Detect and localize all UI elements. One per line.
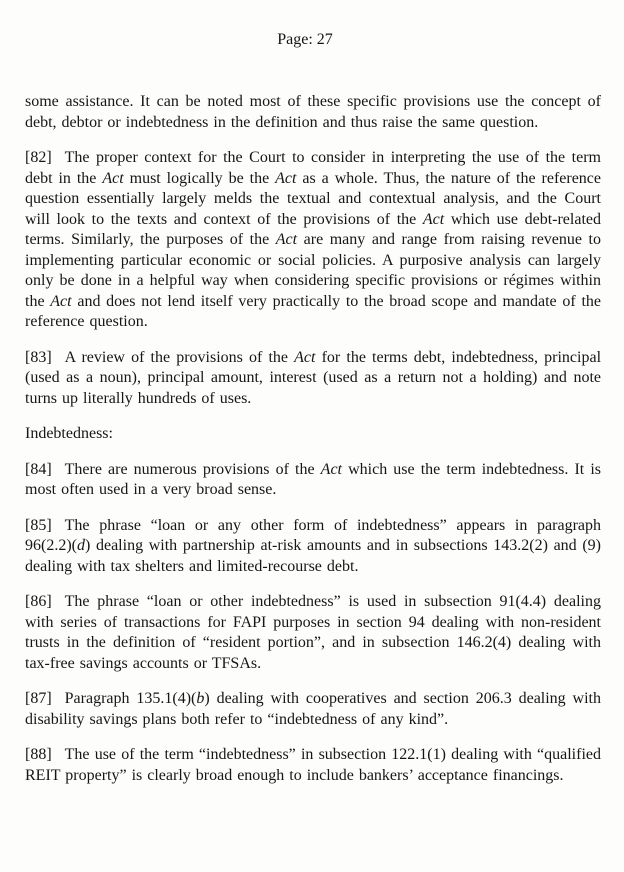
paragraph-number: [82] xyxy=(25,149,52,166)
text-run: which use the term indebtedness. It is most often used in a very broad sense. xyxy=(25,460,602,498)
text-run: for the terms debt, indebtedness, principal (used as a noun), principal amount, interest (used as a return not a holding) and note turns up literally hundreds of uses. xyxy=(25,348,602,407)
paragraph xyxy=(25,460,601,501)
text-run: some assistance. It can be noted most of these specific provisions use the concept of debt, debtor or indebtedness in the definition and thus raise the same question. xyxy=(25,93,601,131)
italic-text-run: Act xyxy=(422,210,445,228)
paragraph xyxy=(25,516,601,578)
italic-text-run: d xyxy=(76,537,85,554)
text-run: as a whole. Thus, the nature of the reference question essentially largely melds the textual and contextual analysis, and the Court will look to the texts and context of the provisions of the xyxy=(25,169,602,228)
italic-text-run: Act xyxy=(320,460,342,478)
paragraph-number: [87] xyxy=(25,690,52,707)
section-heading xyxy=(25,424,601,445)
italic-text-run: Act xyxy=(275,231,298,248)
paragraph xyxy=(25,348,601,410)
paragraph xyxy=(25,148,601,333)
paragraph xyxy=(25,92,601,133)
italic-text-run: Act xyxy=(275,169,297,187)
italic-text-run: Act xyxy=(50,292,72,310)
text-run: There are numerous provisions of the xyxy=(64,460,321,478)
text-run: must logically be the xyxy=(123,169,276,187)
paragraph-number: [86] xyxy=(25,593,52,610)
paragraph xyxy=(25,689,601,730)
paragraph-number: [83] xyxy=(25,348,52,366)
text-run: ) dealing with partnership at-risk amounts and in subsections 143.2(2) and (9) dealing with tax shelters and limited-recourse debt. xyxy=(25,537,601,575)
italic-text-run: Act xyxy=(102,169,124,187)
page-number-header: Page: 27 xyxy=(277,31,333,48)
text-run: Indebtedness: xyxy=(25,425,113,442)
italic-text-run: Act xyxy=(294,348,316,366)
document-body xyxy=(25,92,601,801)
text-run: and does not lend itself very practically to the broad scope and mandate of the reference question. xyxy=(25,292,601,330)
text-run: A review of the provisions of the xyxy=(64,348,295,366)
text-run: The phrase “loan or other indebtedness” is used in subsection 91(4.4) dealing with series of transactions for FAPI purposes in section 94 dealing with non-resident trusts in the definition of “resident portion”, and in subsection 146.2(4) dealing with tax-free savings accounts or TFSAs. xyxy=(25,593,601,672)
text-run: The use of the term “indebtedness” in subsection 122.1(1) dealing with “qualified REIT property” is clearly broad enough to include bankers’ acceptance financings. xyxy=(25,746,601,784)
paragraph xyxy=(25,745,601,786)
paragraph-number: [85] xyxy=(25,516,52,534)
text-run: ) dealing with cooperatives and section 206.3 dealing with disability savings plans both refer to “indebtedness of any kind”. xyxy=(25,690,601,728)
paragraph-number: [88] xyxy=(25,746,52,763)
text-run: Paragraph 135.1(4)( xyxy=(64,690,197,707)
text-run: are many and range from raising revenue to implementing particular economic or social policies. A purposive analysis can largely only be done in a helpful way when considering specific provisions or régimes within the xyxy=(25,231,602,310)
italic-text-run: b xyxy=(196,690,205,707)
paragraph-number: [84] xyxy=(25,460,52,478)
paragraph xyxy=(25,592,601,674)
text-run: The proper context for the Court to consider in interpreting the use of the term debt in the xyxy=(25,149,601,187)
text-run: which use debt-related terms. Similarly, the purposes of the xyxy=(25,210,601,248)
text-run: The phrase “loan or any other form of indebtedness” appears in paragraph 96(2.2)( xyxy=(25,516,601,554)
